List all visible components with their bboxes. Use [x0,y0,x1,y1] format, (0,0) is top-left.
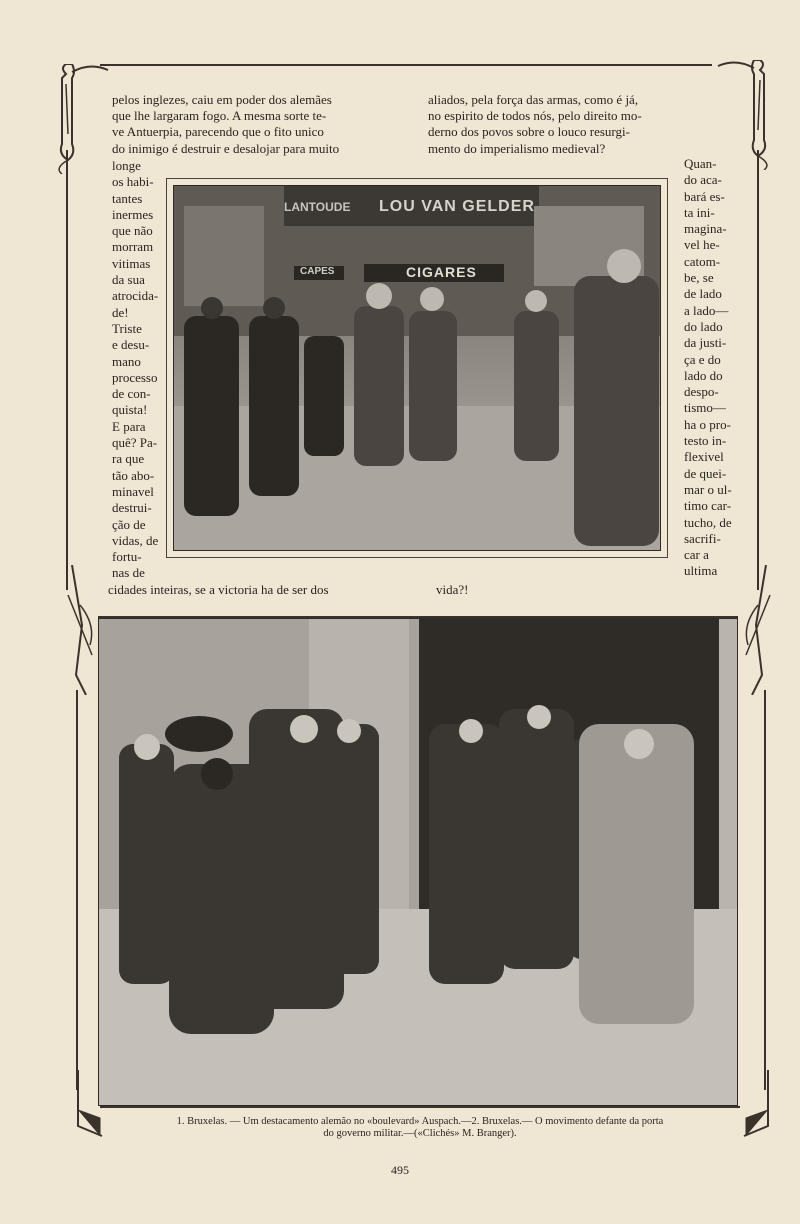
photo-image-area [98,618,738,1106]
door-scene-illustration [99,619,738,1106]
article-final-line-left: cidades inteiras, se a victoria ha de ser dos [108,582,329,597]
text-line: do inimigo é destruir e desalojar para muito [112,140,340,156]
text-line: derno dos povos sobre o louco resurgi- [428,124,630,140]
shop-sign-top: LOU VAN GELDER [379,198,535,215]
shop-sign-cigares: CIGARES [406,264,477,280]
shop-sign-left: LANTOUDE [284,200,351,214]
text-line: ve Antuerpia, parecendo que o fito unico [112,124,324,140]
text-line: pelos inglezes, caiu em poder dos alemães [112,92,332,107]
photo-image-area [173,185,661,551]
photo-caption [100,1116,740,1140]
shop-sign-capes: CAPES [300,266,335,277]
text-line: no espirito de todos nós, pelo direito mo- [428,108,642,124]
frame-right-line [757,150,759,590]
photo-german-detachment [166,178,668,558]
corner-ornament-bottom-right [734,1070,774,1140]
text-line: mento do imperialismo medieval? [428,140,606,156]
text-line: que lhe largaram fogo. A mesma sorte te- [112,108,327,124]
frame-right-lower-line [764,690,766,1090]
caption-line-1: 1. Bruxelas. — Um destacamento alemão no «boulevard» Auspach.—2. Bruxelas.— O movimento defante da porta [176,1116,664,1127]
caption-line-2: do governo militar.—(«Clichés» M. Branger). [323,1128,517,1139]
article-final-line-right: vida?! [436,582,469,597]
article-right-narrow-column: Quan- do aca- bará es- ta ini- magina- vel he- catom- be, se de lado a lado— do lado da justi- ça e do lado do despo- tismo— ha o pro- testo in- flexivel de quei- mar o ul- timo car- tucho, de sacrifi- car a ultima [684,156,732,579]
text-line: aliados, pela força das armas, como é já, [428,92,639,107]
photo-military-government-door [98,618,738,1106]
article-column-2 [428,92,728,157]
frame-left-line [66,150,68,590]
frame-left-lower-line [76,690,78,1090]
frame-bottom-line [100,1106,740,1108]
article-column-1 [112,92,412,157]
article-left-narrow-column: longe os habi- tantes inermes que não morram vitimas da sua atrocida- de! Triste e desu- mano processo de con- quista! E para quê? Pa- ra que tão abo- minavel destrui- ção de vidas, de fortu- nas de [112,158,159,581]
street-scene-illustration [174,186,660,550]
frame-top-line [100,64,712,66]
page-number: 495 [391,1163,409,1177]
corner-ornament-top-left [50,64,120,174]
